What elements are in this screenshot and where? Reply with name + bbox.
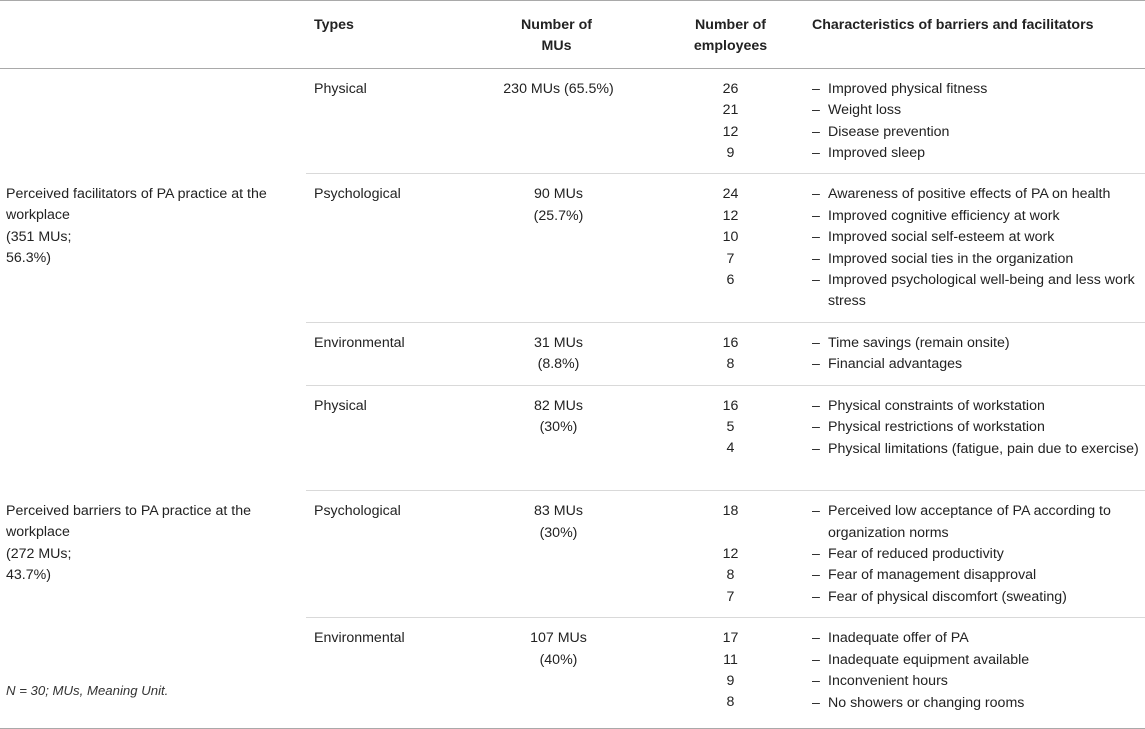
header-number-of-employees	[653, 1, 808, 69]
characteristic-item	[812, 565, 1141, 586]
employee-count: 11	[723, 651, 738, 668]
characteristic-item	[812, 270, 1141, 313]
group-cell	[0, 491, 306, 618]
characteristics-cell	[808, 68, 1145, 174]
employee-count: 9	[726, 144, 735, 161]
dash-bullet: –	[812, 250, 820, 267]
characteristic-item	[812, 122, 1141, 143]
characteristic-text: Fear of reduced productivity	[828, 546, 1004, 563]
employee-count: 4	[726, 440, 735, 457]
characteristic-item	[812, 79, 1141, 100]
table-row	[0, 491, 1145, 618]
characteristic-item	[812, 184, 1141, 205]
characteristic-text: Improved cognitive efficiency at work	[828, 207, 1060, 224]
characteristic-item	[812, 650, 1141, 671]
characteristic-text: Physical restrictions of workstation	[828, 419, 1045, 436]
employees-cell	[653, 322, 808, 385]
characteristic-item	[812, 587, 1141, 608]
employee-count: 12	[722, 123, 739, 140]
dash-bullet: –	[812, 567, 820, 584]
table-row	[0, 322, 1145, 385]
characteristic-text: Disease prevention	[828, 123, 950, 140]
dash-bullet: –	[812, 419, 820, 436]
group-cell	[0, 174, 306, 322]
characteristic-item	[812, 671, 1141, 692]
group-cell	[0, 618, 306, 729]
type-cell: Environmental	[306, 618, 470, 729]
mus-cell	[470, 491, 653, 618]
characteristic-text: Financial advantages	[828, 356, 963, 373]
characteristic-text: Physical limitations (fatigue, pain due to exercise)	[828, 440, 1139, 457]
characteristics-cell	[808, 174, 1145, 322]
characteristic-item	[812, 501, 1141, 544]
header-empty	[0, 1, 306, 69]
header-characteristics: Characteristics of barriers and facilitators	[808, 1, 1145, 69]
characteristic-text: Time savings (remain onsite)	[828, 334, 1010, 351]
employee-count: 24	[722, 186, 739, 203]
dash-bullet: –	[812, 397, 820, 414]
mus-value: 107 MUs (40%)	[530, 630, 587, 668]
dash-bullet: –	[812, 334, 820, 351]
mus-cell	[470, 385, 653, 491]
mus-cell	[470, 174, 653, 322]
dash-bullet: –	[812, 651, 820, 668]
group-label: Perceived facilitators of PA practice at the workplace	[6, 185, 267, 224]
characteristic-text: Improved physical fitness	[828, 80, 988, 97]
characteristic-text: Awareness of positive effects of PA on health	[828, 186, 1111, 203]
group-cell	[0, 322, 306, 385]
characteristic-item	[812, 100, 1141, 121]
characteristic-item	[812, 439, 1141, 460]
employee-count: 12	[722, 546, 739, 563]
employee-count: 8	[726, 567, 735, 584]
characteristics-cell	[808, 618, 1145, 729]
dash-bullet: –	[812, 356, 820, 373]
characteristic-item	[812, 143, 1141, 164]
type-cell: Environmental	[306, 322, 470, 385]
header-types: Types	[306, 1, 470, 69]
employees-cell	[653, 618, 808, 729]
employee-count: 8	[726, 694, 735, 711]
characteristic-item	[812, 333, 1141, 354]
characteristic-item	[812, 354, 1141, 375]
characteristics-cell	[808, 322, 1145, 385]
employee-count: 7	[726, 588, 735, 605]
employee-count: 12	[722, 207, 739, 224]
characteristic-item	[812, 544, 1141, 565]
group-label: Perceived barriers to PA practice at the workplace	[6, 502, 251, 541]
dash-bullet: –	[812, 694, 820, 711]
type-cell: Physical	[306, 385, 470, 491]
employee-count: 16	[722, 334, 739, 351]
employee-count: 26	[722, 80, 739, 97]
characteristic-item	[812, 227, 1141, 248]
type-cell: Psychological	[306, 174, 470, 322]
table-row	[0, 618, 1145, 729]
mus-value: 82 MUs (30%)	[534, 397, 583, 436]
table-row	[0, 68, 1145, 174]
employee-count: 17	[722, 630, 739, 647]
characteristic-text: Inadequate equipment available	[828, 651, 1030, 668]
characteristic-item	[812, 396, 1141, 417]
group-cell	[0, 385, 306, 491]
dash-bullet: –	[812, 673, 820, 690]
employee-count: 21	[722, 102, 739, 119]
dash-bullet: –	[812, 503, 820, 520]
characteristic-text: Weight loss	[828, 102, 902, 119]
characteristic-text: Improved social self-esteem at work	[828, 229, 1055, 246]
dash-bullet: –	[812, 207, 820, 224]
characteristic-text: No showers or changing rooms	[828, 694, 1025, 711]
table-row	[0, 385, 1145, 491]
group-count: (351 MUs; 56.3%)	[6, 228, 72, 267]
employee-count: 8	[726, 356, 735, 373]
characteristics-cell	[808, 385, 1145, 491]
header-number-of-mus	[470, 1, 653, 69]
dash-bullet: –	[812, 630, 820, 647]
mus-cell	[470, 322, 653, 385]
characteristic-item	[812, 693, 1141, 714]
characteristic-item	[812, 628, 1141, 649]
mus-value: 31 MUs (8.8%)	[534, 334, 583, 373]
table-row	[0, 174, 1145, 322]
employee-count: 5	[726, 419, 735, 436]
employees-cell	[653, 385, 808, 491]
characteristic-item	[812, 206, 1141, 227]
employee-count: 18	[722, 503, 739, 520]
table-footnote: N = 30; MUs, Meaning Unit.	[6, 683, 169, 698]
dash-bullet: –	[812, 80, 820, 97]
employee-count: 16	[722, 397, 739, 414]
employees-cell	[653, 68, 808, 174]
mus-value: 230 MUs (65.5%)	[503, 80, 614, 97]
group-cell	[0, 68, 306, 174]
employee-count: 10	[722, 229, 739, 246]
characteristic-text: Improved social ties in the organization	[828, 250, 1074, 267]
dash-bullet: –	[812, 440, 820, 457]
table-header	[0, 1, 1145, 69]
dash-bullet: –	[812, 588, 820, 605]
header-number-of-mus-text: Number of MUs	[521, 17, 592, 55]
table-body	[0, 68, 1145, 728]
dash-bullet: –	[812, 546, 820, 563]
mus-value: 90 MUs (25.7%)	[533, 186, 584, 224]
group-count: (272 MUs; 43.7%)	[6, 545, 72, 583]
characteristic-text: Inconvenient hours	[828, 673, 948, 690]
characteristic-text: Inadequate offer of PA	[828, 630, 969, 647]
characteristic-text: Perceived low acceptance of PA according to organization norms	[828, 503, 1111, 541]
mus-cell	[470, 68, 653, 174]
type-cell: Psychological	[306, 491, 470, 618]
dash-bullet: –	[812, 123, 820, 140]
mus-cell	[470, 618, 653, 729]
header-number-of-employees-text: Number of employees	[693, 17, 768, 55]
employee-count: 9	[726, 673, 735, 690]
dash-bullet: –	[812, 229, 820, 246]
employee-count: 6	[726, 272, 735, 288]
employees-cell	[653, 491, 808, 618]
characteristic-text: Physical constraints of workstation	[828, 397, 1045, 414]
characteristic-item	[812, 417, 1141, 438]
characteristic-item	[812, 249, 1141, 270]
employees-cell	[653, 174, 808, 322]
dash-bullet: –	[812, 272, 820, 289]
employee-count: 7	[726, 250, 735, 267]
dash-bullet: –	[812, 102, 820, 119]
characteristic-text: Improved sleep	[828, 145, 925, 162]
characteristic-text: Fear of physical discomfort (sweating)	[828, 588, 1067, 605]
characteristics-cell	[808, 491, 1145, 618]
type-cell: Physical	[306, 68, 470, 174]
dash-bullet: –	[812, 186, 820, 203]
characteristic-text: Improved psychological well-being and less work stress	[828, 272, 1135, 310]
characteristic-text: Fear of management disapproval	[828, 567, 1037, 584]
mus-value: 83 MUs (30%)	[534, 503, 583, 541]
dash-bullet: –	[812, 145, 820, 162]
